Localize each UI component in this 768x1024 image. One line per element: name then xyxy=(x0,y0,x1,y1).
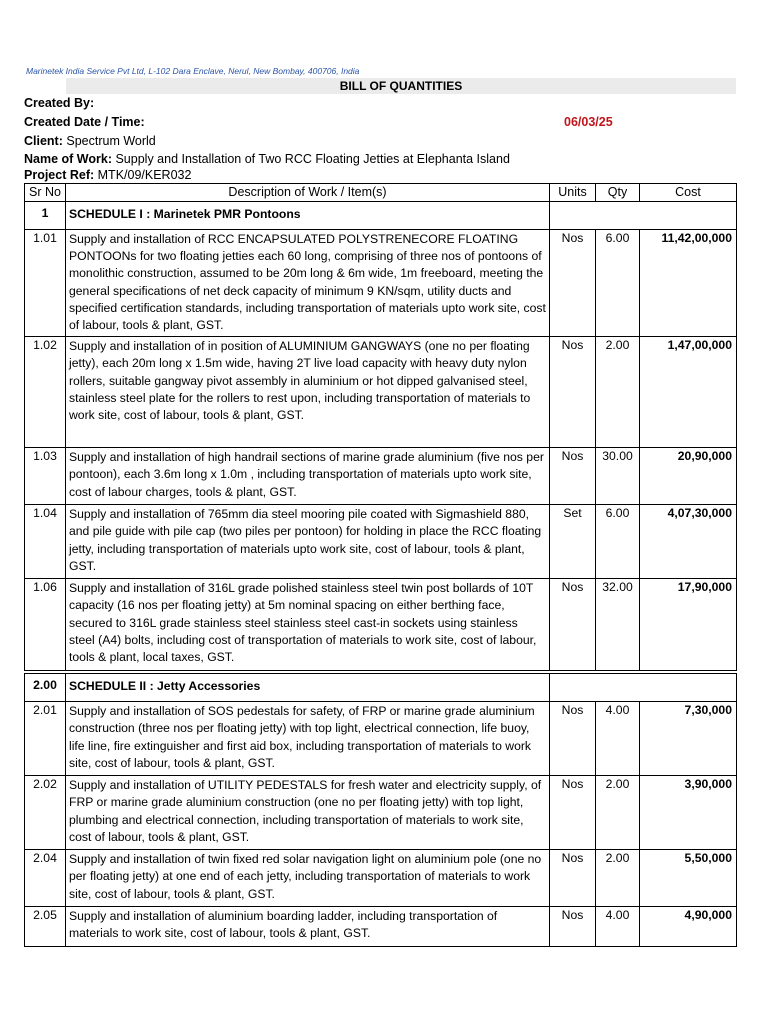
col-header-cost: Cost xyxy=(640,184,737,202)
item-description: Supply and installation of in position of ALUMINIUM GANGWAYS (one no per floating jetty), each 20m long x 1.5m wide, having 2T live load capacity with heavy duty nylon rollers, suitable gangway pivot assembly in aluminium or hot dipped galvanised steel, stainless steel plate for the rollers to rest upon, including transportation of materials to work site, cost of labour, tools & plant, GST. xyxy=(66,337,550,448)
document-title: BILL OF QUANTITIES xyxy=(66,78,736,94)
item-description: Supply and installation of 765mm dia steel mooring pile coated with Sigmashield 880, and pile guide with pile cap (two piles per pontoon) for holding in place the RCC floating jetty, including transportation of materials upto work site, cost of labour, tools & plant, GST. xyxy=(66,505,550,579)
schedule-header-row xyxy=(25,202,737,230)
work-row xyxy=(24,151,736,167)
client-value: Spectrum World xyxy=(66,134,156,148)
item-units: Set xyxy=(550,505,596,579)
item-cost: 20,90,000 xyxy=(640,448,737,505)
boq-document xyxy=(24,64,736,947)
item-units: Nos xyxy=(550,579,596,671)
item-cost: 4,07,30,000 xyxy=(640,505,737,579)
item-qty: 6.00 xyxy=(596,505,640,579)
item-units: Nos xyxy=(550,337,596,448)
item-sr-no: 2.01 xyxy=(25,702,66,776)
item-description: Supply and installation of twin fixed red solar navigation light on aluminium pole (one no per floating jetty) at one end of each jetty, including transportation of materials to work site, cost of labour, tools & plant, GST. xyxy=(66,850,550,907)
schedule-sr: 1 xyxy=(25,202,66,230)
item-cost: 11,42,00,000 xyxy=(640,230,737,337)
created-by-label: Created By: xyxy=(24,96,95,110)
item-description: Supply and installation of SOS pedestals for safety, of FRP or marine grade aluminium construction (three nos per floating jetty) with top light, electrical connection, life buoy, life line, fire extinguisher and first aid box, including transportation of materials to work site, cost of labour, tools & plant, GST. xyxy=(66,702,550,776)
table-row xyxy=(25,337,737,448)
schedule-header-row xyxy=(25,674,737,702)
table-row xyxy=(25,702,737,776)
item-cost: 5,50,000 xyxy=(640,850,737,907)
item-qty: 4.00 xyxy=(596,702,640,776)
item-description: Supply and installation of RCC ENCAPSULATED POLYSTRENECORE FLOATING PONTOONs for two floating jetties each 60 long, comprising of three nos of pontoons of monolithic construction, assumed to be 20m long & 6m wide, 1m freeboard, meeting the general specifications of net deck capacity of minimum 9 KN/sqm, utility ducts and specified certification standards, including transportation of materials upto work site, cost of labour, tools & plant, GST. xyxy=(66,230,550,337)
item-units: Nos xyxy=(550,702,596,776)
col-header-sr: Sr No xyxy=(25,184,66,202)
item-sr-no: 1.01 xyxy=(25,230,66,337)
item-units: Nos xyxy=(550,907,596,947)
schedule-title: SCHEDULE I : Marinetek PMR Pontoons xyxy=(66,202,550,230)
item-sr-no: 2.04 xyxy=(25,850,66,907)
table-row xyxy=(25,230,737,337)
schedule-blank-cell xyxy=(550,202,737,230)
work-value: Supply and Installation of Two RCC Floating Jetties at Elephanta Island xyxy=(115,152,510,166)
item-units: Nos xyxy=(550,230,596,337)
item-sr-no: 2.05 xyxy=(25,907,66,947)
item-sr-no: 1.02 xyxy=(25,337,66,448)
schedule-sr: 2.00 xyxy=(25,674,66,702)
item-units: Nos xyxy=(550,448,596,505)
created-by-row xyxy=(24,94,736,113)
table-row xyxy=(25,448,737,505)
item-sr-no: 1.03 xyxy=(25,448,66,505)
item-sr-no: 1.04 xyxy=(25,505,66,579)
schedule-blank-cell xyxy=(550,674,737,702)
item-sr-no: 1.06 xyxy=(25,579,66,671)
table-header-row xyxy=(25,184,737,202)
created-date-label: Created Date / Time: xyxy=(24,115,145,129)
table-row xyxy=(25,505,737,579)
schedule-title: SCHEDULE II : Jetty Accessories xyxy=(66,674,550,702)
item-units: Nos xyxy=(550,776,596,850)
company-address: Marinetek India Service Pvt Ltd, L-102 Dara Enclave, Nerul, New Bombay, 400706, India xyxy=(26,66,360,76)
col-header-qty: Qty xyxy=(596,184,640,202)
project-ref-row xyxy=(24,167,736,183)
item-description: Supply and installation of UTILITY PEDESTALS for fresh water and electricity supply, of FRP or marine grade aluminium construction (one no per floating jetty) with top light, plumbing and electrical connection, including transportation of materials to work site, cost of labour, tools & plant, GST. xyxy=(66,776,550,850)
item-qty: 32.00 xyxy=(596,579,640,671)
item-cost: 4,90,000 xyxy=(640,907,737,947)
table-row xyxy=(25,850,737,907)
item-qty: 4.00 xyxy=(596,907,640,947)
item-qty: 6.00 xyxy=(596,230,640,337)
item-cost: 17,90,000 xyxy=(640,579,737,671)
boq-table xyxy=(24,183,737,947)
item-qty: 30.00 xyxy=(596,448,640,505)
item-qty: 2.00 xyxy=(596,776,640,850)
item-qty: 2.00 xyxy=(596,850,640,907)
col-header-units: Units xyxy=(550,184,596,202)
item-units: Nos xyxy=(550,850,596,907)
table-row xyxy=(25,776,737,850)
client-row xyxy=(24,132,736,151)
work-label: Name of Work: xyxy=(24,152,112,166)
created-date-value: 06/03/25 xyxy=(564,115,613,129)
created-date-row xyxy=(24,113,736,132)
table-body xyxy=(25,202,737,947)
item-description: Supply and installation of high handrail sections of marine grade aluminium (five nos per pontoon), each 3.6m long x 1.0m , including transportation of materials upto work site, cost of labour charges, tools & plant, GST. xyxy=(66,448,550,505)
col-header-description: Description of Work / Item(s) xyxy=(66,184,550,202)
item-qty: 2.00 xyxy=(596,337,640,448)
table-row xyxy=(25,907,737,947)
item-cost: 3,90,000 xyxy=(640,776,737,850)
table-row xyxy=(25,579,737,671)
client-label: Client: xyxy=(24,134,63,148)
item-description: Supply and installation of 316L grade polished stainless steel twin post bollards of 10T capacity (16 nos per floating jetty) at 5m nominal spacing on either berthing face, secured to 316L grade stainless steel stainless steel cast-in sockets using stainless steel (A4) bolts, including cost of transportation of materials to work site, cost of labour, tools & plant, local taxes, GST. xyxy=(66,579,550,671)
item-cost: 7,30,000 xyxy=(640,702,737,776)
item-sr-no: 2.02 xyxy=(25,776,66,850)
item-description: Supply and installation of aluminium boarding ladder, including transportation of materials to work site, cost of labour, tools & plant, GST. xyxy=(66,907,550,947)
item-cost: 1,47,00,000 xyxy=(640,337,737,448)
project-ref-label: Project Ref: xyxy=(24,168,95,182)
project-ref-value: MTK/09/KER032 xyxy=(97,168,192,182)
